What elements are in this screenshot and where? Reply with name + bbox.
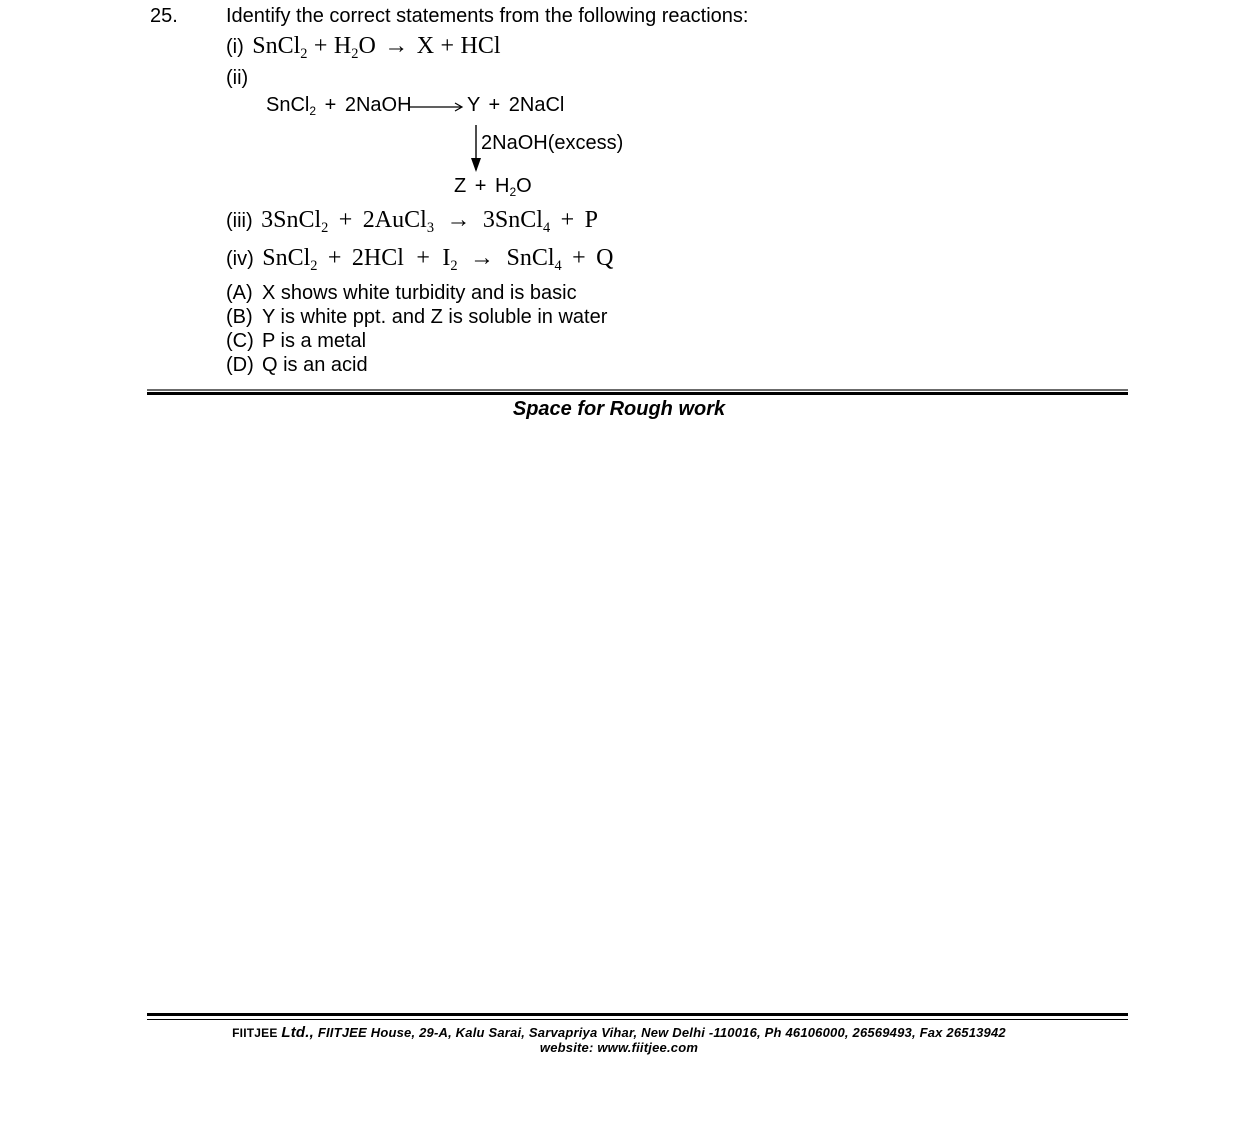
plus-sign: + xyxy=(416,245,430,271)
formula: X xyxy=(416,33,435,59)
option-b[interactable] xyxy=(226,305,607,329)
formula: P xyxy=(584,207,598,233)
plus-sign: + xyxy=(572,245,586,271)
formula: HCl xyxy=(460,33,501,59)
reaction-ii-products xyxy=(467,94,564,117)
formula: $H_2O$ xyxy=(495,175,532,200)
plus-sign: + xyxy=(560,207,575,233)
rough-work-heading: Space for Rough work xyxy=(512,398,726,420)
footer-ltd: Ltd., xyxy=(281,1024,315,1041)
excess-reagent: 2NaOH(excess) xyxy=(481,132,624,154)
reaction-iv xyxy=(226,245,614,275)
reaction-i xyxy=(226,33,501,63)
reaction-ii-final xyxy=(454,175,532,198)
reaction-label: (iii) xyxy=(226,210,253,232)
options-list xyxy=(226,281,607,377)
divider-bottom-bold xyxy=(147,1013,1128,1016)
reaction-arrow: → xyxy=(446,207,471,233)
option-label: (C) xyxy=(226,330,254,352)
option-text: Y is white ppt. and Z is soluble in water xyxy=(262,306,608,328)
option-label: (B) xyxy=(226,306,253,328)
plus-sign: + xyxy=(338,207,353,233)
divider-bottom-thin xyxy=(147,1019,1128,1020)
plus-sign: + xyxy=(313,33,328,59)
formula: Q xyxy=(596,245,614,271)
formula: 2NaCl xyxy=(508,94,565,116)
plus-sign: + xyxy=(327,245,342,271)
footer-address: FIITJEE House, 29-A, Kalu Sarai, Sarvapriya Vihar, New Delhi -110016, Ph 46106000, 26569493, Fax 26513942 xyxy=(317,1025,1006,1040)
reaction-arrow: → xyxy=(470,245,495,271)
question-number: 25. xyxy=(150,5,178,27)
formula: 2AuCl$_3$ xyxy=(362,207,435,237)
formula: Y xyxy=(467,94,480,116)
formula: 3SnCl$_2$ xyxy=(261,207,329,237)
option-text: X shows white turbidity and is basic xyxy=(262,282,577,304)
plus-sign: + xyxy=(474,175,487,197)
divider-top-bold xyxy=(147,392,1128,395)
formula: $I_2$ xyxy=(442,245,458,275)
formula: Z xyxy=(454,175,467,197)
option-a[interactable] xyxy=(226,281,607,305)
plus-sign: + xyxy=(324,94,337,116)
footer-website[interactable]: website: www.fiitjee.com xyxy=(539,1040,699,1055)
reaction-iii xyxy=(226,207,598,237)
reaction-ii-main xyxy=(266,94,412,117)
question-stem: Identify the correct statements from the following reactions: xyxy=(226,5,749,27)
formula: 2NaOH xyxy=(344,94,412,116)
plus-sign: + xyxy=(440,33,455,59)
reaction-label: (ii) xyxy=(226,67,249,89)
reaction-label: (i) xyxy=(226,36,244,58)
divider-top xyxy=(147,389,1128,391)
long-arrow-icon xyxy=(409,100,467,114)
formula: SnCl$_2$ xyxy=(252,33,308,63)
formula: SnCl$_2$ xyxy=(266,94,317,119)
plus-sign: + xyxy=(488,94,501,116)
reaction-arrow: → xyxy=(384,33,409,59)
formula: SnCl$_2$ xyxy=(262,245,318,275)
formula: SnCl$_4$ xyxy=(506,245,562,275)
option-text: P is a metal xyxy=(262,330,367,352)
reaction-label: (iv) xyxy=(226,248,254,270)
option-c[interactable] xyxy=(226,329,607,353)
option-label: (D) xyxy=(226,354,254,376)
option-text: Q is an acid xyxy=(262,354,368,376)
formula: $H_2O$ xyxy=(333,33,376,63)
option-label: (A) xyxy=(226,282,253,304)
formula: 2HCl xyxy=(351,245,404,271)
footer-address-line xyxy=(0,1024,1238,1041)
option-d[interactable] xyxy=(226,353,607,377)
formula: 3SnCl$_4$ xyxy=(482,207,551,237)
footer-brand: FIITJEE xyxy=(232,1026,278,1040)
